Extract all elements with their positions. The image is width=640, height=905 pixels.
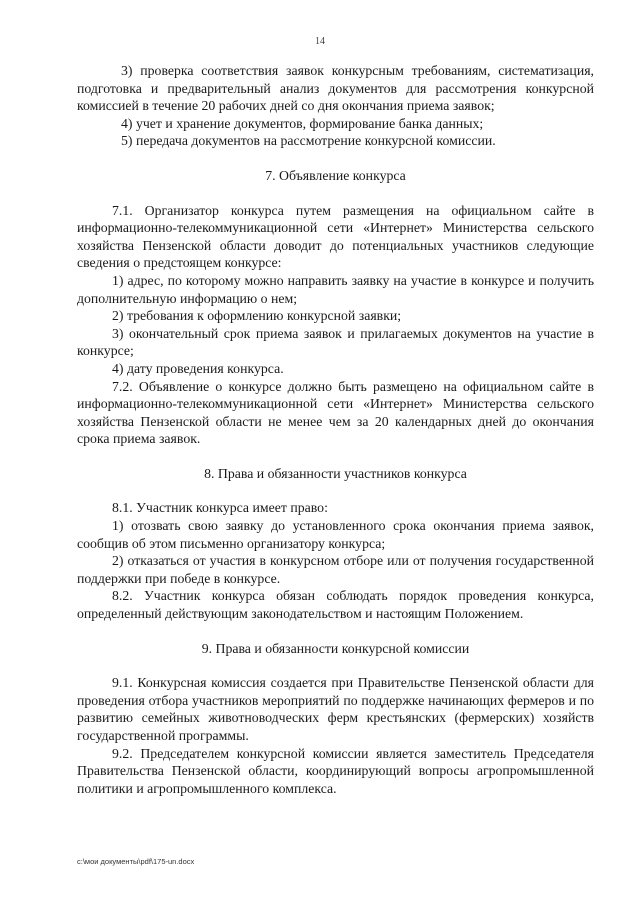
- paragraph: 1) отозвать свою заявку до установленного срока окончания приема заявок, сообщив об этом письменно организатору конкурса;: [77, 518, 594, 551]
- paragraph: 2) отказаться от участия в конкурсном отборе или от получения государственной поддержки при победе в конкурсе.: [77, 553, 594, 586]
- paragraph: 3) окончательный срок приема заявок и прилагаемых документов на участие в конкурсе;: [77, 325, 594, 359]
- paragraph: 1) адрес, по которому можно направить заявку на участие в конкурсе и получить дополнительную информацию о нем;: [77, 272, 594, 306]
- section-heading-9: 9. Права и обязанности конкурсной комиссии: [201, 640, 470, 656]
- document-body: [77, 62, 594, 797]
- section-heading-8: 8. Права и обязанности участников конкурса: [204, 465, 467, 481]
- paragraph: 7.1. Организатор конкурса путем размещения на официальном сайте в информационно-телекоммуникационной сети «Интернет» Министерства сельского хозяйства Пензенской области доводит до потенциальных участников следующие сведения о предстоящем конкурсе:: [77, 202, 594, 271]
- paragraph: 3) проверка соответствия заявок конкурсным требованиям, систематизация, подготовка и предварительный анализ документов для рассмотрения конкурсной комиссией в течение 20 рабочих дней со дня окончания приема заявок;: [77, 63, 594, 114]
- paragraph: 7.2. Объявление о конкурсе должно быть размещено на официальном сайте в информационно-телекоммуникационной сети «Интернет» Министерства сельского хозяйства Пензенской области не менее чем за 20 календарных дней до окончания срока приема заявок.: [77, 378, 594, 447]
- page-number: 14: [315, 36, 325, 47]
- paragraph: 9.1. Конкурсная комиссия создается при Правительстве Пензенской области для проведения отбора участников мероприятий по поддержке начинающих фермеров и по развитию семейных животноводческих ферм крестьянских (фермерских) хозяйств государственной программы.: [77, 675, 594, 743]
- section-heading-7: 7. Объявление конкурса: [265, 167, 406, 183]
- paragraph: 8.2. Участник конкурса обязан соблюдать порядок проведения конкурса, определенный действующим законодательством и настоящим Положением.: [77, 588, 594, 622]
- paragraph: 4) учет и хранение документов, формирование банка данных;: [121, 115, 484, 131]
- paragraph: 2) требования к оформлению конкурсной заявки;: [112, 308, 402, 324]
- paragraph: 4) дату проведения конкурса.: [112, 360, 284, 376]
- paragraph: 5) передача документов на рассмотрение конкурсной комиссии.: [121, 133, 496, 149]
- file-path-footer: c:\мои документы\pdf\175-un.docx: [77, 857, 195, 866]
- paragraph: 9.2. Председателем конкурсной комиссии является заместитель Председателя Правительства Пензенской области, координирующий вопросы агропромышленной политики и агропромышленного комплекса.: [77, 745, 594, 796]
- paragraph: 8.1. Участник конкурса имеет право:: [112, 500, 328, 516]
